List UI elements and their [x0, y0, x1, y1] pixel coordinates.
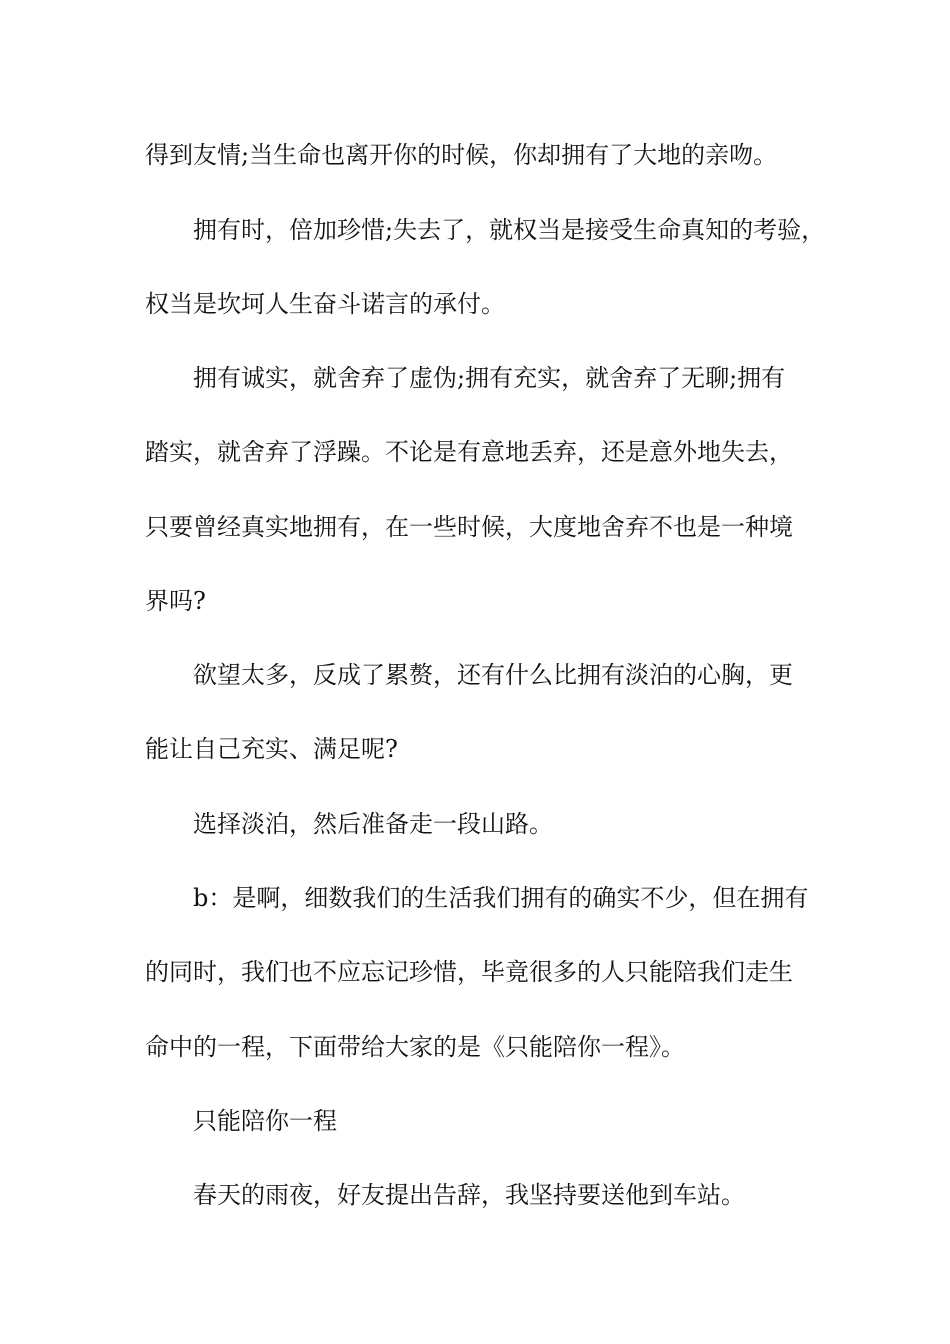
paragraph-first-line: 拥有时，倍加珍惜;失去了，就权当是接受生命真知的考验， [193, 216, 826, 244]
section-heading: 只能陪你一程 [193, 1107, 337, 1135]
text-line: 的同时，我们也不应忘记珍惜，毕竟很多的人只能陪我们走生 [145, 958, 793, 986]
text-line: 命中的一程，下面带给大家的是《只能陪你一程》。 [145, 1033, 685, 1061]
paragraph-first-line: 欲望太多，反成了累赘，还有什么比拥有淡泊的心胸，更 [193, 661, 793, 689]
paragraph-first-line: 选择淡泊，然后准备走一段山路。 [193, 810, 553, 838]
text-line: 踏实，就舍弃了浮躁。不论是有意地丢弃，还是意外地失去， [145, 438, 793, 466]
paragraph-first-line: 春天的雨夜，好友提出告辞，我坚持要送他到车站。 [193, 1181, 745, 1209]
text-line: 权当是坎坷人生奋斗诺言的承付。 [145, 290, 505, 318]
text-line: 能让自己充实、满足呢? [145, 735, 398, 763]
text-line: 只要曾经真实地拥有，在一些时候，大度地舍弃不也是一种境 [145, 513, 793, 541]
text-line: 界吗? [145, 587, 206, 615]
text-line: 得到友情;当生命也离开你的时候，你却拥有了大地的亲吻。 [145, 141, 778, 169]
paragraph-first-line: 拥有诚实，就舍弃了虚伪;拥有充实，就舍弃了无聊;拥有 [193, 364, 786, 392]
paragraph-first-line: b：是啊，细数我们的生活我们拥有的确实不少，但在拥有 [193, 884, 809, 912]
